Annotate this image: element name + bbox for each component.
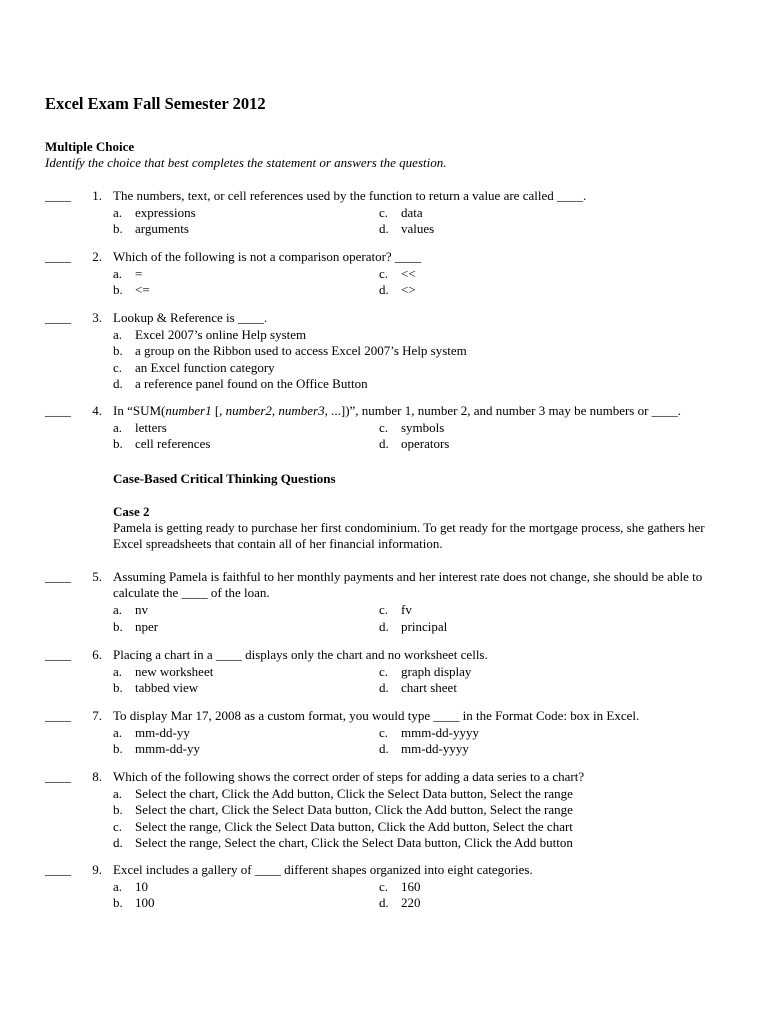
option-a: a. Excel 2007’s online Help system: [113, 326, 307, 342]
option-a: a. letters: [113, 419, 167, 435]
section-heading: Multiple Choice: [45, 139, 135, 154]
option-b: b. Select the chart, Click the Select Data button, Click the Add button, Select the range: [113, 802, 573, 817]
option-c: c. fv: [379, 602, 412, 617]
answer-blank: ____: [45, 403, 71, 418]
option-b: b. nper: [113, 618, 159, 634]
option-b: b. 100: [113, 895, 155, 910]
question-number: 6.: [92, 647, 102, 662]
option-c: c. <<: [379, 265, 416, 281]
instructions: Identify the choice that best completes the statement or answers the question.: [45, 155, 447, 170]
option-d: d. operators: [379, 436, 450, 451]
answer-blank: ____: [45, 249, 71, 264]
answer-blank: ____: [45, 862, 71, 877]
option-d: d. mm-dd-yyyy: [379, 741, 469, 756]
option-d: d. values: [379, 221, 435, 236]
answer-blank: ____: [45, 569, 71, 584]
option-d: d. a reference panel found on the Office Button: [113, 376, 368, 391]
question-stem: In “SUM(number1 [, number2, number3, ...])”, number 1, number 2, and number 3 may be numbers or ____.: [113, 403, 681, 418]
option-d: d. <>: [379, 282, 416, 297]
option-c: c. symbols: [379, 419, 445, 435]
option-d: d. 220: [379, 895, 421, 910]
option-b: b. mmm-dd-yy: [113, 741, 200, 756]
answer-blank: ____: [45, 310, 71, 325]
answer-blank: ____: [45, 647, 71, 662]
option-a: a. 10: [113, 878, 148, 894]
question-stem: The numbers, text, or cell references used by the function to return a value are called ____.: [113, 188, 587, 203]
question-number: 8.: [92, 769, 102, 784]
option-b: b. a group on the Ribbon used to access Excel 2007’s Help system: [113, 343, 467, 358]
option-b: b. tabbed view: [113, 680, 199, 695]
option-d: d. Select the range, Select the chart, Click the Select Data button, Click the Add button: [113, 835, 573, 850]
question-number: 9.: [92, 862, 102, 877]
option-c: c. data: [379, 204, 423, 220]
answer-blank: ____: [45, 769, 71, 784]
option-b: b. <=: [113, 282, 150, 297]
option-a: a. mm-dd-yy: [113, 724, 190, 740]
question-stem: Lookup & Reference is ____.: [113, 310, 268, 325]
option-c: c. mmm-dd-yyyy: [379, 724, 479, 740]
case-section-heading: Case-Based Critical Thinking Questions: [113, 471, 336, 486]
option-c: c. Select the range, Click the Select Data button, Click the Add button, Select the chart: [113, 818, 573, 834]
option-c: c. an Excel function category: [113, 359, 275, 375]
question-stem: Excel includes a gallery of ____ different shapes organized into eight categories.: [113, 862, 533, 877]
question-number: 3.: [92, 310, 102, 325]
question-stem: Which of the following is not a comparison operator? ____: [113, 249, 421, 264]
exam-title: Excel Exam Fall Semester 2012: [45, 94, 266, 113]
option-a: a. nv: [113, 602, 148, 617]
question-number: 4.: [92, 403, 102, 418]
question-stem: To display Mar 17, 2008 as a custom format, you would type ____ in the Format Code: box in Excel.: [113, 708, 640, 723]
question-number: 7.: [92, 708, 102, 723]
option-c: c. graph display: [379, 663, 472, 679]
option-d: d. principal: [379, 618, 448, 634]
option-a: a. =: [113, 265, 143, 281]
option-b: b. arguments: [113, 221, 189, 236]
option-b: b. cell references: [113, 436, 211, 451]
question-number: 5.: [92, 569, 102, 584]
question-stem: Which of the following shows the correct order of steps for adding a data series to a chart?: [113, 769, 585, 784]
option-c: c. 160: [379, 878, 421, 894]
answer-blank: ____: [45, 188, 71, 203]
option-a: a. expressions: [113, 204, 196, 220]
case-title: Case 2: [113, 504, 150, 519]
case-text: Pamela is getting ready to purchase her first condominium. To get ready for the mortgage process, she gathers her Excel spreadsheets that contain all of her financial information.: [113, 520, 705, 552]
question-stem: Assuming Pamela is faithful to her monthly payments and her interest rate does not change, she should be able to calculate the ____ of the loan.: [113, 569, 703, 601]
option-a: a. new worksheet: [113, 663, 214, 679]
option-a: a. Select the chart, Click the Add button, Click the Select Data button, Select the range: [113, 785, 573, 801]
question-number: 2.: [92, 249, 102, 264]
question-number: 1.: [92, 188, 102, 203]
question-stem: Placing a chart in a ____ displays only the chart and no worksheet cells.: [113, 647, 488, 662]
answer-blank: ____: [45, 708, 71, 723]
option-d: d. chart sheet: [379, 680, 457, 695]
